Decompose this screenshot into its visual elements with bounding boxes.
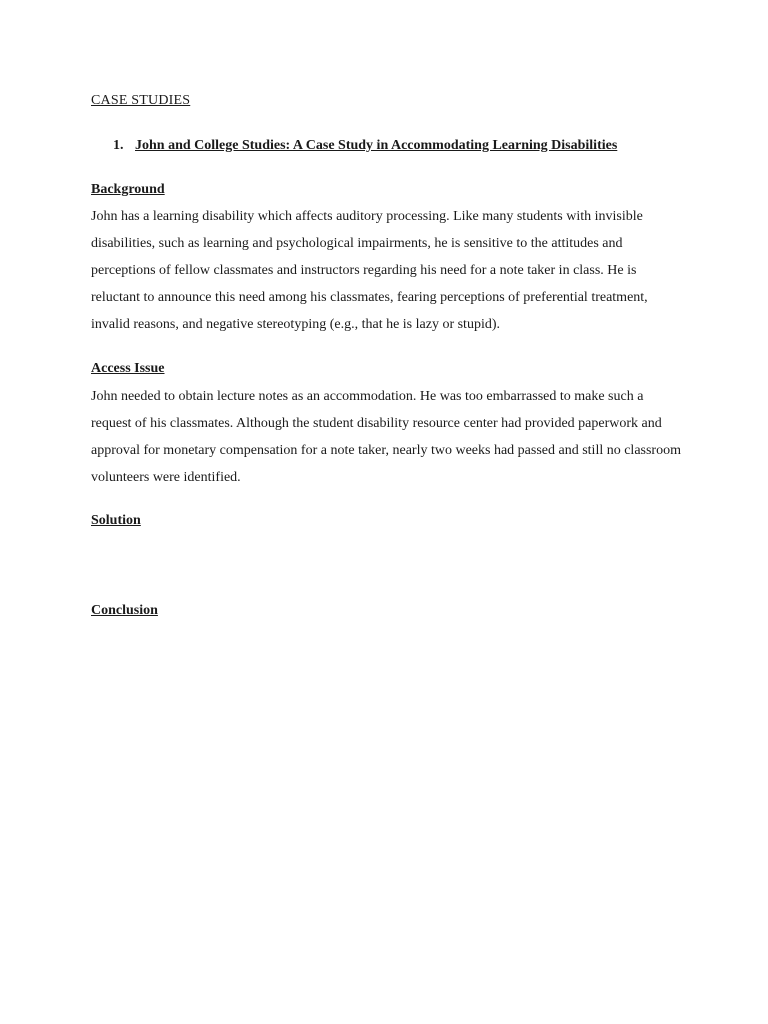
conclusion-heading: Conclusion: [91, 603, 158, 618]
case-study-heading: [113, 138, 713, 154]
case-title: John and College Studies: A Case Study in Accommodating Learning Disabilities: [135, 138, 618, 153]
access-issue-paragraph: John needed to obtain lecture notes as an accommodation. He was too embarrassed to make such a request of his classmates. Although the student disability resource center had provided paperwork and approval for monetary compensation for a note taker, nearly two weeks had passed and still no classroom volunteers were identified.: [91, 389, 681, 485]
case-number: 1.: [113, 138, 124, 153]
background-heading: Background: [91, 182, 165, 197]
solution-heading: Solution: [91, 513, 141, 528]
document-title: CASE STUDIES: [91, 93, 191, 108]
background-paragraph: John has a learning disability which affects auditory processing. Like many students with invisible disabilities, such as learning and psychological impairments, he is sensitive to the attitudes and perceptions of fellow classmates and instructors regarding his need for a note taker in class. He is reluctant to announce this need among his classmates, fearing perceptions of preferential treatment, invalid reasons, and negative stereotyping (e.g., that he is lazy or stupid).: [91, 209, 648, 332]
access-issue-heading: Access Issue: [91, 361, 165, 376]
